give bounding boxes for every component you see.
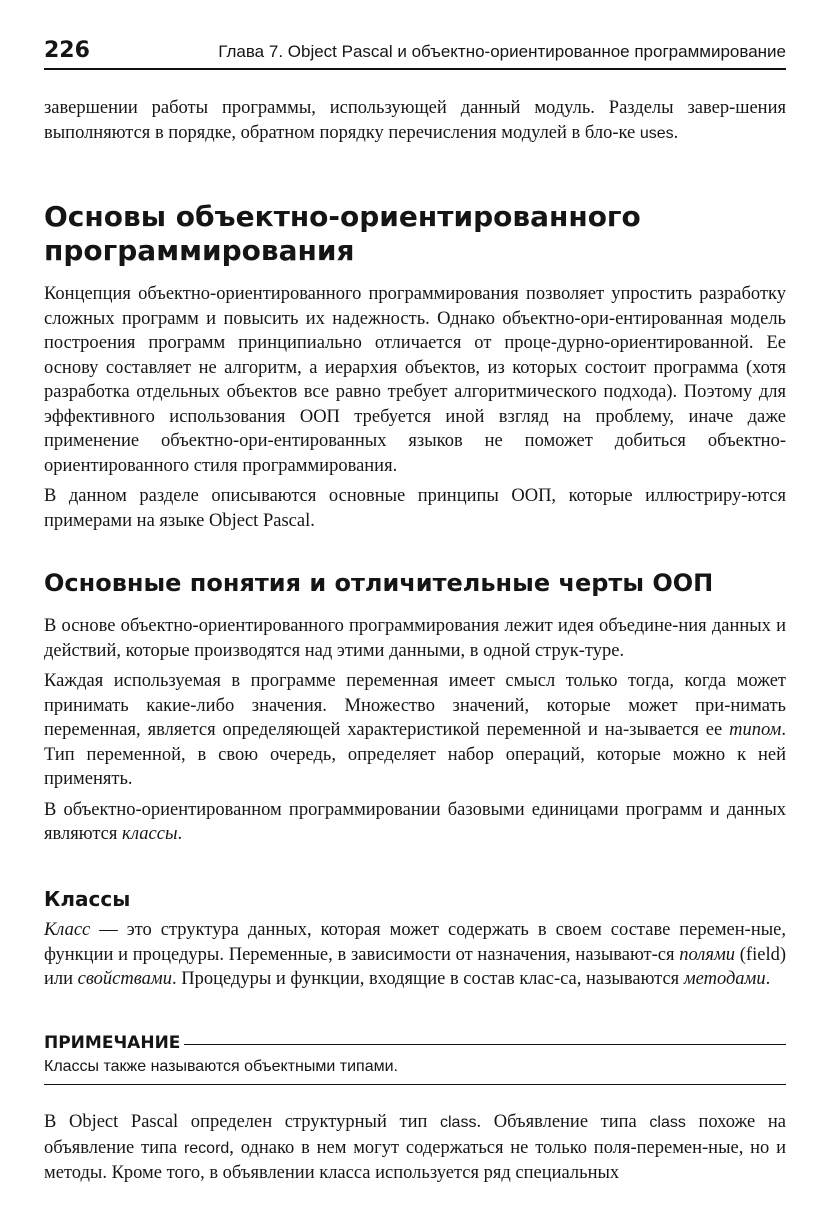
code-uses: uses [639, 124, 674, 142]
text-run: . Объявление типа [476, 1112, 650, 1132]
term-classes: классы [121, 824, 178, 844]
page-number: 226 [44, 38, 90, 63]
text-run: . [177, 824, 183, 844]
text-run: похоже на объявление типа [44, 1112, 787, 1158]
text-run: В объектно-ориентированном программировании базовыми единицами программ и данных являются [44, 799, 786, 844]
intro-paragraph [44, 96, 786, 146]
text-run: — это структура данных, которая может содержать в своем составе перемен-ные, функции и процедуры. Переменные, в зависимости от назначения, называют-ся [44, 920, 786, 965]
section-oop-basics [44, 200, 786, 539]
text-run: , однако в нем могут содержаться не только поля-перемен-ные, но и методы. Кроме того, в объявлении класса используется ряд специальных [44, 1137, 786, 1183]
subsection-title: Классы [44, 887, 131, 911]
term-type: типом [729, 720, 782, 740]
paragraph: Концепция объектно-ориентированного программирования позволяет упростить разработку сложных программ и повысить их надежность. Однако объектно-ори-ентированная модель построения программ принципиально отличается от проце-дурно-ориентированной. Ее основу составляет не алгоритм, а иерархия объектов, из которых состоит программа (хотя разработка отдельных объектов все равно требует алгоритмического подхода). Поэтому для эффективного использования ООП требуется иной взгляд на проблему, иначе даже применение объектно-ори-ентированных языков не поможет добиться объектно-ориентированного стиля программирования. [44, 284, 786, 476]
term-class: Класс [44, 920, 91, 940]
code-class: class [440, 1114, 477, 1131]
book-page [44, 0, 786, 1222]
text-run: . Тип переменной, в свою очередь, определяет набор операций, которые можно к ней применять. [44, 720, 786, 789]
code-record: record [183, 1139, 230, 1157]
page-header [44, 36, 786, 70]
intro-text: завершении работы программы, использующей данный модуль. Разделы завер-шения выполняются в порядке, обратном порядку перечисления модулей в бло-ке [44, 98, 786, 143]
term-properties: свойствами [77, 969, 172, 989]
note-text: Классы также называются объектными типами. [44, 1058, 398, 1075]
intro-block [44, 96, 786, 152]
running-head: Глава 7. Object Pascal и объектно-ориентированное программирование [218, 42, 786, 61]
text-run: . [765, 969, 771, 989]
text-run: Каждая используемая в программе переменная имеет смысл только тогда, когда может принимать какие-либо значения. Множество значений, которые может при-нимать переменная, является определяющей характеристикой переменной и на-зывается ее [44, 671, 786, 740]
paragraph: В основе объектно-ориентированного программирования лежит идея объедине-ния данных и действий, которые производятся над этими данными, в одной струк-туре. [44, 616, 786, 661]
section-oop-concepts [44, 568, 786, 853]
term-fields: полями [679, 944, 736, 965]
term-methods: методами [683, 969, 766, 989]
text-run: . Процедуры и функции, входящие в состав клас-са, называются [171, 969, 684, 989]
section-title: Основы объектно-ориентированного программирования [44, 200, 641, 267]
note-rule [184, 1044, 786, 1045]
paragraph [44, 798, 786, 847]
note-box [44, 1032, 786, 1085]
paragraph [44, 918, 786, 992]
section-classes [44, 886, 786, 998]
text-run: В Object Pascal определен структурный тип [44, 1112, 440, 1132]
paragraph [44, 1110, 786, 1186]
final-block [44, 1110, 786, 1192]
subsection-title: Основные понятия и отличительные черты ООП [44, 569, 714, 597]
code-class: class [649, 1114, 686, 1131]
note-header [44, 1032, 786, 1054]
text-run: (field) или [44, 944, 786, 989]
paragraph: В данном разделе описываются основные принципы ООП, которые иллюстриру-ются примерами на языке Object Pascal. [44, 486, 786, 531]
note-title: ПРИМЕЧАНИЕ [44, 1033, 181, 1053]
intro-text-end: . [673, 122, 679, 143]
note-bottom-rule [44, 1084, 786, 1085]
paragraph [44, 669, 786, 792]
